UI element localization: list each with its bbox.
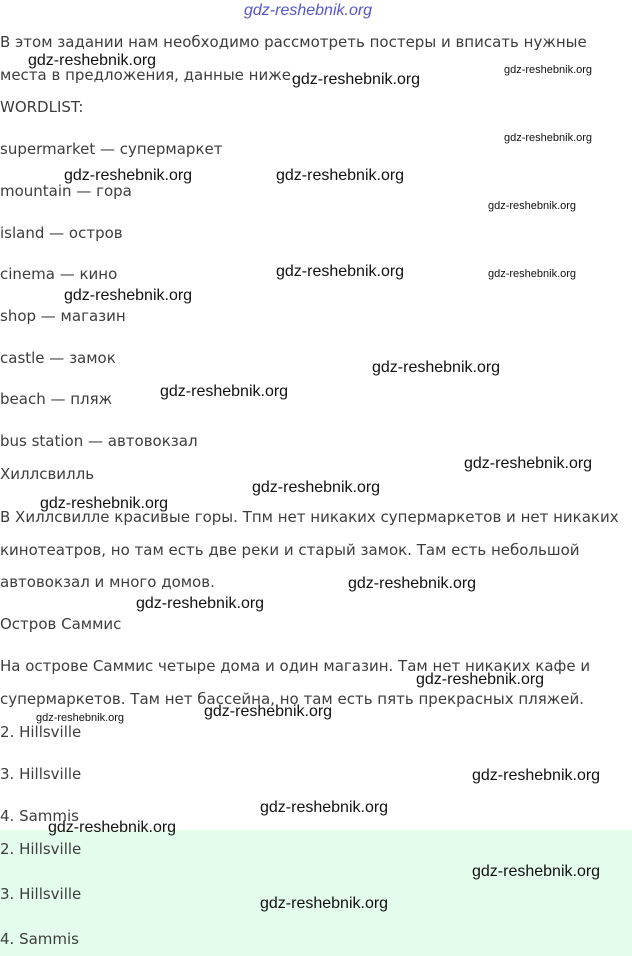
watermark: gdz-reshebnik.org <box>64 287 193 304</box>
wordlist-heading: WORDLIST: <box>0 98 84 116</box>
watermark: gdz-reshebnik.org <box>464 455 593 472</box>
wordlist-item: mountain — гора <box>0 182 132 200</box>
watermark: gdz-reshebnik.org <box>504 64 593 76</box>
watermark: gdz-reshebnik.org <box>28 52 157 69</box>
intro-line-1: В этом задании нам необходимо рассмотреть постеры и вписать нужные <box>0 33 587 51</box>
sammis-line: На острове Саммис четыре дома и один магазин. Там нет никаких кафе и <box>0 657 591 675</box>
hillsville-title: Хиллсвилль <box>0 465 95 483</box>
wordlist-item: supermarket — супермаркет <box>0 140 223 158</box>
watermark: gdz-reshebnik.org <box>348 575 477 592</box>
intro-line-2: места в предложения, данные ниже. <box>0 66 296 84</box>
watermark: gdz-reshebnik.org <box>292 71 421 88</box>
wordlist-item: island — остров <box>0 224 123 242</box>
answer-item: 2. Hillsville <box>0 723 82 741</box>
watermark: gdz-reshebnik.org <box>160 383 289 400</box>
watermark: gdz-reshebnik.org <box>64 167 193 184</box>
sammis-title: Остров Саммис <box>0 615 122 633</box>
highlight-answer-item: 4. Sammis <box>0 930 79 948</box>
watermark: gdz-reshebnik.org <box>488 268 577 280</box>
watermark: gdz-reshebnik.org <box>260 895 389 912</box>
watermark: gdz-reshebnik.org <box>260 799 389 816</box>
wordlist-item: bus station — автовокзал <box>0 432 198 450</box>
highlight-answer-item: 2. Hillsville <box>0 840 82 858</box>
watermark: gdz-reshebnik.org <box>276 167 405 184</box>
watermark: gdz-reshebnik.org <box>136 595 265 612</box>
watermark: gdz-reshebnik.org <box>372 359 501 376</box>
hillsville-line: кинотеатров, но там есть две реки и старый замок. Там есть небольшой <box>0 541 580 559</box>
watermark: gdz-reshebnik.org <box>204 703 333 720</box>
hillsville-line: автовокзал и много домов. <box>0 573 215 591</box>
sammis-line: супермаркетов. Там нет бассейна, но там есть пять прекрасных пляжей. <box>0 690 585 708</box>
wordlist-item: beach — пляж <box>0 390 113 408</box>
watermark: gdz-reshebnik.org <box>504 132 593 144</box>
answer-highlight-box <box>0 830 632 956</box>
watermark: gdz-reshebnik.org <box>48 819 177 836</box>
header-watermark: gdz-reshebnik.org <box>244 2 373 19</box>
wordlist-item: cinema — кино <box>0 265 118 283</box>
watermark: gdz-reshebnik.org <box>488 200 577 212</box>
watermark: gdz-reshebnik.org <box>472 767 601 784</box>
watermark: gdz-reshebnik.org <box>40 495 169 512</box>
answer-item: 4. Sammis <box>0 807 79 825</box>
watermark: gdz-reshebnik.org <box>276 263 405 280</box>
answer-item: 3. Hillsville <box>0 765 82 783</box>
highlight-answer-item: 3. Hillsville <box>0 885 82 903</box>
hillsville-line: В Хиллсвилле красивые горы. Тпм нет никаких супермаркетов и нет никаких <box>0 508 619 526</box>
watermark: gdz-reshebnik.org <box>36 712 125 724</box>
watermark: gdz-reshebnik.org <box>252 479 381 496</box>
wordlist-item: castle — замок <box>0 349 116 367</box>
watermark: gdz-reshebnik.org <box>416 671 545 688</box>
wordlist-item: shop — магазин <box>0 307 126 325</box>
watermark: gdz-reshebnik.org <box>472 863 601 880</box>
